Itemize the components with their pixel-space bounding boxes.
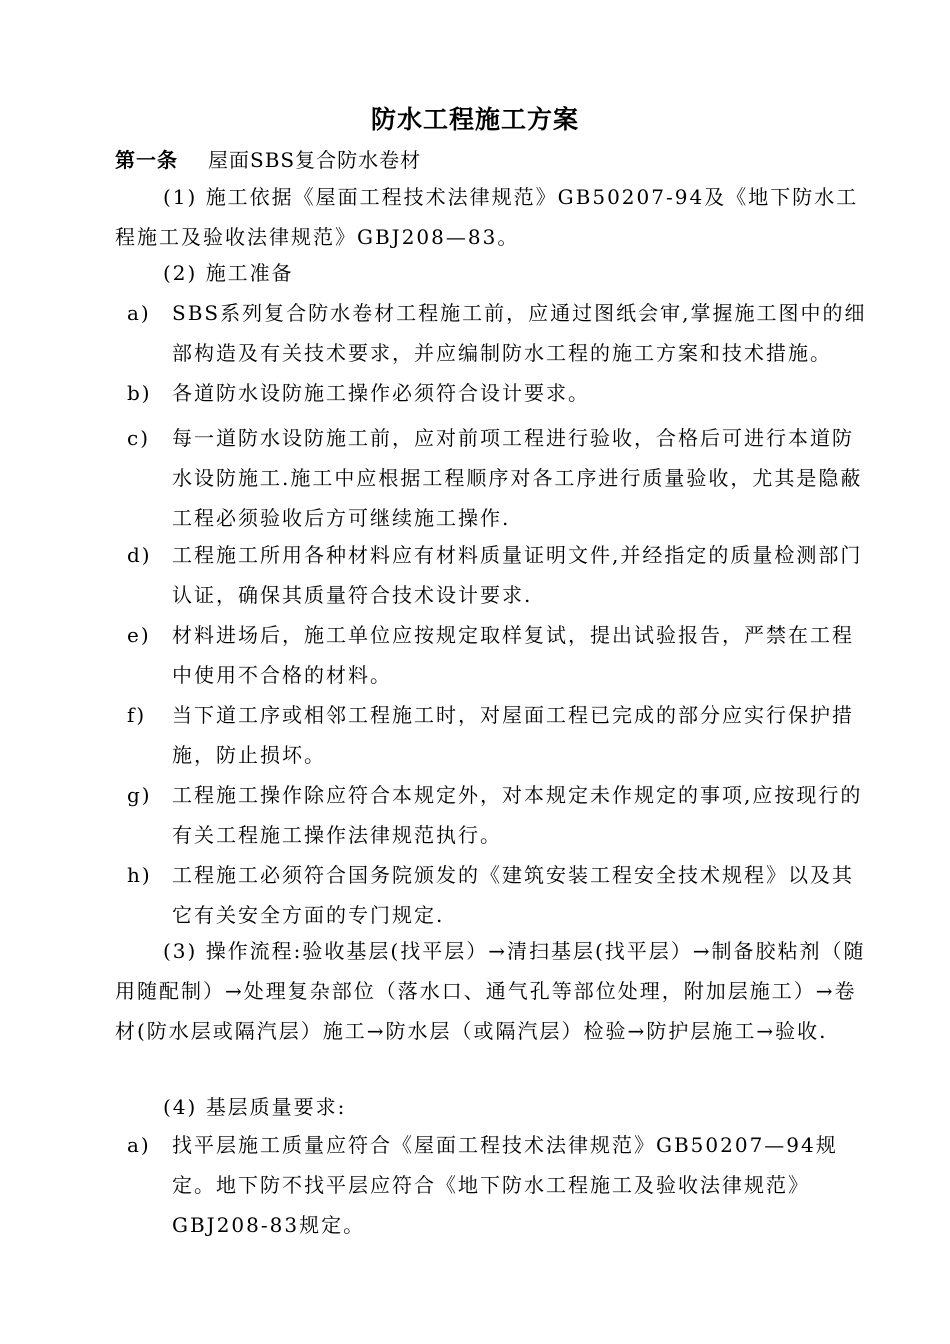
- list-item-marker: a): [127, 301, 151, 325]
- list-item-text: 工程施工必须符合国务院颁发的《建筑安装工程安全技术规程》以及其它有关安全方面的专门规定.: [172, 863, 854, 927]
- paragraph-preparation: (2) 施工准备: [163, 261, 294, 285]
- list-item-marker: f): [127, 703, 147, 727]
- document-title: 防水工程施工方案: [370, 105, 579, 134]
- list-item-marker: b): [127, 381, 152, 405]
- section-heading: [115, 144, 421, 173]
- paragraph-basis: (1) 施工依据《屋面工程技术法律规范》GB50207-94及《地下防水工程施工及验收法律规范》GBJ208—83。: [115, 185, 859, 249]
- list-item-marker: d): [127, 543, 152, 567]
- list-item-text: 每一道防水设防施工前，应对前项工程进行验收，合格后可进行本道防水设防施工.施工中应根据工程顺序对各工序进行质量验收，尤其是隐蔽工程必须验收后方可继续施工操作.: [172, 426, 863, 530]
- paragraph-base-quality: (4) 基层质量要求:: [163, 1095, 347, 1119]
- list-item-text: SBS系列复合防水卷材工程施工前，应通过图纸会审,掌握施工图中的细部构造及有关技术要求，并应编制防水工程的施工方案和技术措施。: [172, 301, 867, 365]
- list-item-marker: a): [127, 1133, 151, 1157]
- section-label: 第一条: [115, 148, 178, 172]
- paragraph-workflow: (3) 操作流程:验收基层(找平层）→清扫基层(找平层）→制备胶粘剂（随用随配制）→处理复杂部位（落水口、通气孔等部位处理，附加层施工）→卷材(防水层或隔汽层）施工→防水层（或隔汽层）检验→防护层施工→验收.: [115, 939, 866, 1043]
- list-item-text: 材料进场后，施工单位应按规定取样复试，提出试验报告，严禁在工程中使用不合格的材料。: [172, 623, 854, 687]
- list-item-marker: c): [127, 426, 151, 450]
- list-item-marker: h): [127, 863, 152, 887]
- list-item-text: 工程施工所用各种材料应有材料质量证明文件,并经指定的质量检测部门认证，确保其质量符合技术设计要求.: [172, 543, 863, 607]
- list-item-text: 各道防水设防施工操作必须符合设计要求。: [172, 381, 590, 405]
- list-item-marker: e): [127, 623, 151, 647]
- section-heading-text: 屋面SBS复合防水卷材: [208, 148, 422, 172]
- list-item-text: 工程施工操作除应符合本规定外，对本规定未作规定的事项,应按现行的有关工程施工操作法律规范执行。: [172, 783, 863, 847]
- list-item-text: 当下道工序或相邻工程施工时，对屋面工程已完成的部分应实行保护措施，防止损坏。: [172, 703, 854, 767]
- list-item-text: 找平层施工质量应符合《屋面工程技术法律规范》GB50207—94规定。地下防不找平层应符合《地下防水工程施工及验收法律规范》GBJ208-83规定。: [172, 1133, 838, 1237]
- list-item-marker: g): [127, 783, 152, 807]
